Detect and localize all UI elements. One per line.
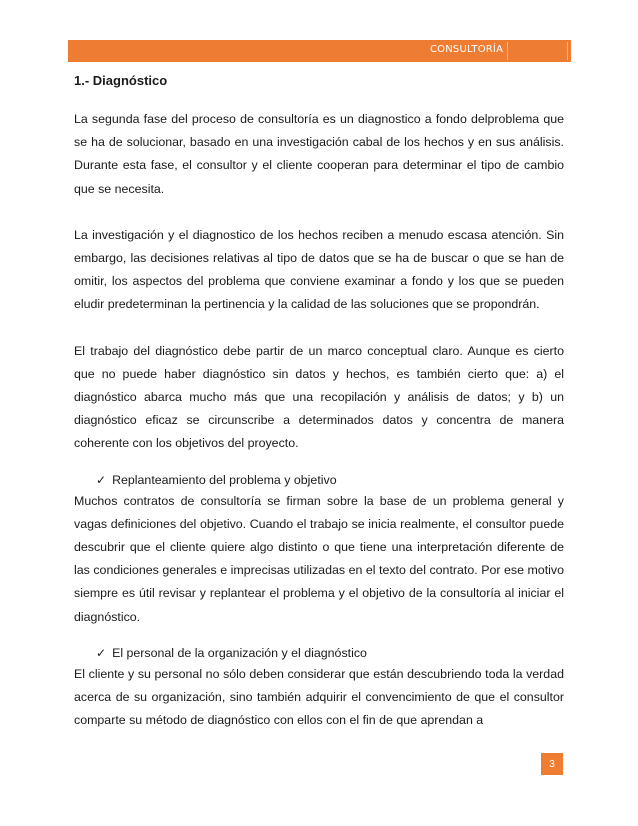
section-heading: 1.- Diagnóstico xyxy=(74,73,168,88)
check-icon: ✓ xyxy=(96,472,107,487)
bullet-label: El personal de la organización y el diagnóstico xyxy=(112,645,367,660)
bullet-item xyxy=(96,643,564,663)
check-icon: ✓ xyxy=(96,645,107,660)
paragraph: El trabajo del diagnóstico debe partir de un marco conceptual claro. Aunque es cierto que no puede haber diagnóstico sin datos y hechos, es también cierto que: a) el diagnóstico abarca mucho más que una recopilación y análisis de datos; y b) un diagnóstico eficaz se circunscribe a determinados datos y concentra de manera coherente con los objetivos del proyecto. xyxy=(74,343,564,451)
paragraph: El cliente y su personal no sólo deben considerar que están descubriendo toda la verdad acerca de su organización, sino también adquirir el convencimiento de que el consultor comparte su método de diagnóstico con ellos con el fin de que aprendan a xyxy=(74,666,564,728)
header-divider-right xyxy=(567,42,568,60)
bullet-label: Replanteamiento del problema y objetivo xyxy=(112,472,337,487)
paragraph: Muchos contratos de consultoría se firman sobre la base de un problema general y vagas definiciones del objetivo. Cuando el trabajo se inicia realmente, el consultor puede descubrir que el cliente quiere algo distinto o que tiene una interpretación diferente de las condiciones generales e imprecisas utilizadas en el texto del contrato. Por ese motivo siempre es útil revisar y replantear el problema y el objetivo de la consultoría al iniciar el diagnóstico. xyxy=(74,493,564,624)
header-title: CONSULTORÍA xyxy=(430,44,504,55)
page-number: 3 xyxy=(541,753,563,775)
paragraph: La segunda fase del proceso de consultoría es un diagnostico a fondo delproblema que se ha de solucionar, basado en una investigación cabal de los hechos y en sus análisis. Durante esta fase, el consultor y el cliente cooperan para determinar el tipo de cambio que se necesita. xyxy=(74,112,564,196)
page-content xyxy=(74,72,564,732)
bullet-item xyxy=(96,470,564,490)
paragraph: La investigación y el diagnostico de los hechos reciben a menudo escasa atención. Sin embargo, las decisiones relativas al tipo de datos que se ha de buscar o que se han de omitir, los aspectos del problema que conviene examinar a fondo y los que se pueden eludir predeterminan la pertinencia y la calidad de las soluciones que se propondrán. xyxy=(74,227,564,312)
header-divider xyxy=(507,42,508,60)
